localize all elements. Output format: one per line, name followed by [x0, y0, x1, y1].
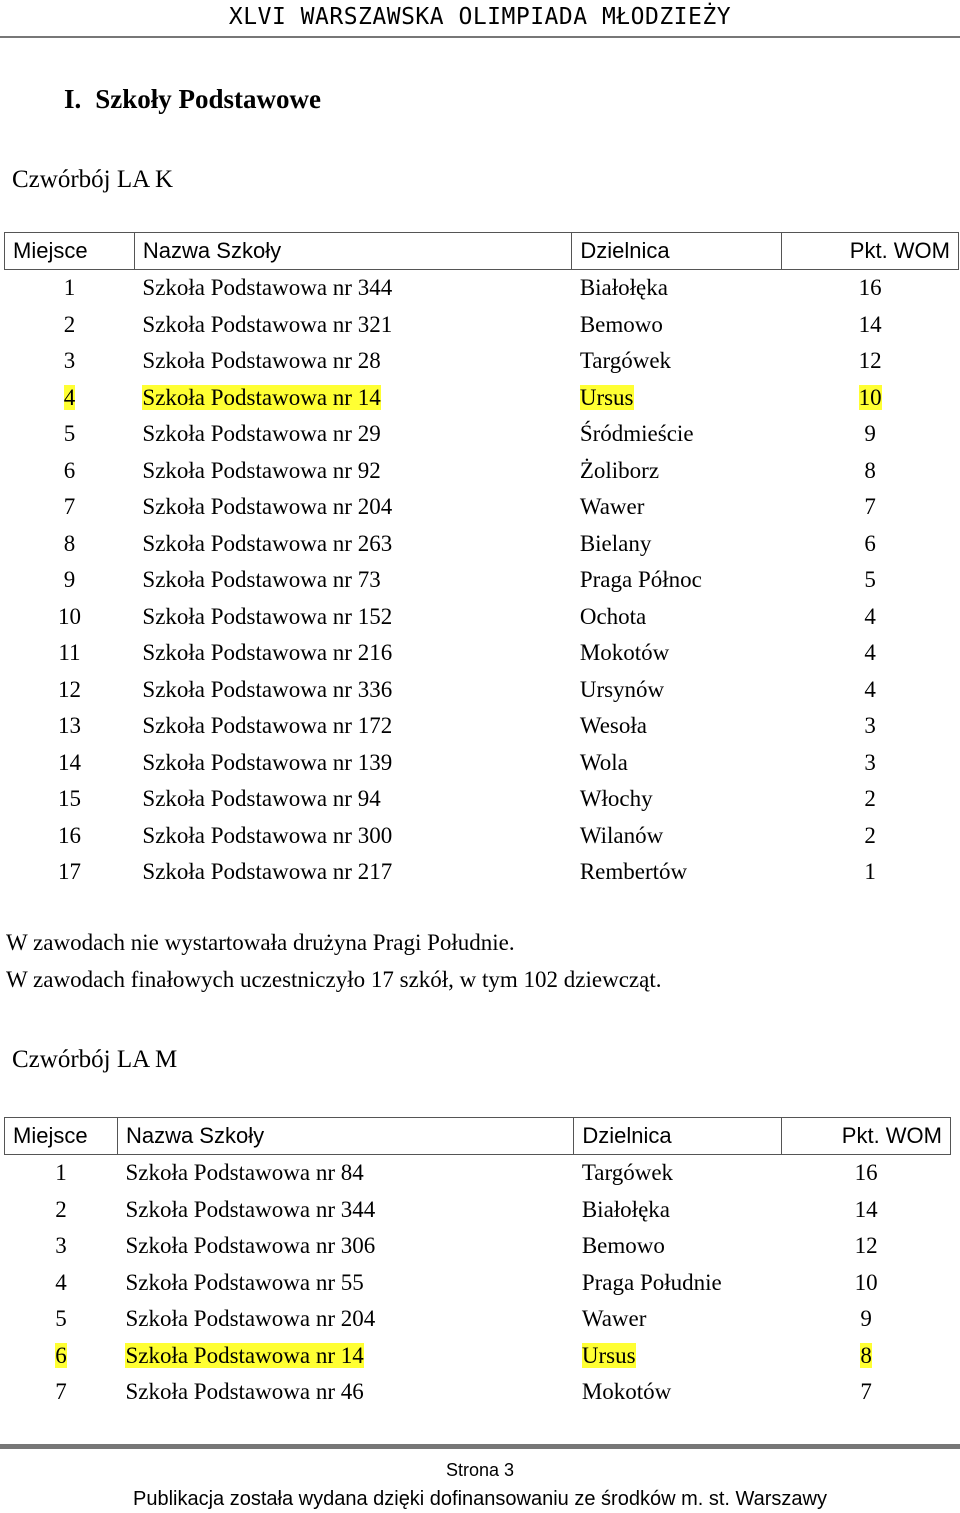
cell-district [574, 1301, 782, 1338]
cell-text: Praga Północ [579, 567, 702, 593]
cell-text: Żoliborz [579, 457, 660, 483]
cell-text: Włochy [579, 786, 653, 812]
table-row [5, 745, 959, 782]
cell-school [117, 1192, 573, 1229]
cell-points [782, 635, 959, 672]
results-table-m [4, 1117, 951, 1411]
cell-text: 1 [55, 1160, 67, 1186]
cell-district [574, 1338, 782, 1375]
cell-text: 5 [864, 567, 876, 593]
cell-points [782, 1374, 951, 1411]
cell-text: 13 [57, 713, 81, 739]
cell-school [134, 453, 571, 490]
cell-points [782, 672, 959, 709]
cell-place [5, 1192, 118, 1229]
cell-district [572, 270, 782, 307]
cell-text: 5 [63, 421, 76, 447]
cell-text: 16 [858, 275, 882, 301]
cell-school [134, 526, 571, 563]
cell-text: 6 [55, 1342, 67, 1368]
cell-text: Mokotów [579, 640, 670, 666]
cell-text: Szkoła Podstawowa nr 344 [125, 1196, 376, 1222]
cell-school [134, 708, 571, 745]
cell-text: Białołęka [581, 1196, 670, 1222]
cell-text: 3 [55, 1233, 67, 1259]
table-row [5, 1301, 951, 1338]
cell-district [572, 343, 782, 380]
cell-place [5, 1265, 118, 1302]
cell-text: 14 [858, 311, 882, 337]
cell-text: Mokotów [581, 1379, 672, 1405]
cell-points [782, 453, 959, 490]
cell-text: Szkoła Podstawowa nr 28 [142, 348, 381, 374]
cell-text: 4 [864, 640, 876, 666]
table-row [5, 489, 959, 526]
cell-district [572, 489, 782, 526]
header-rule [0, 36, 960, 38]
column-header-place: Miejsce [5, 233, 135, 270]
cell-points [782, 1155, 951, 1192]
cell-school [134, 343, 571, 380]
cell-text: 9 [860, 1306, 872, 1332]
cell-text: 3 [864, 749, 876, 775]
cell-text: Szkoła Podstawowa nr 204 [125, 1306, 376, 1332]
cell-text: Szkoła Podstawowa nr 300 [142, 822, 393, 848]
table-row [5, 635, 959, 672]
column-header-points: Pkt. WOM [782, 1118, 951, 1155]
cell-school [117, 1301, 573, 1338]
cell-text: 1 [864, 859, 876, 885]
table-row [5, 1155, 951, 1192]
cell-points [782, 489, 959, 526]
cell-district [572, 854, 782, 891]
cell-school [134, 380, 571, 417]
cell-points [782, 343, 959, 380]
cell-school [134, 818, 571, 855]
cell-text: Szkoła Podstawowa nr 336 [142, 676, 393, 702]
cell-district [574, 1155, 782, 1192]
table-row [5, 453, 959, 490]
cell-text: 3 [864, 713, 876, 739]
table-row [5, 380, 959, 417]
cell-place [5, 562, 135, 599]
table-row [5, 1374, 951, 1411]
cell-text: Szkoła Podstawowa nr 321 [142, 311, 393, 337]
cell-place [5, 453, 135, 490]
table-row [5, 307, 959, 344]
cell-place [5, 1228, 118, 1265]
cell-text: 6 [63, 457, 76, 483]
cell-place [5, 380, 135, 417]
cell-text: Szkoła Podstawowa nr 73 [142, 567, 381, 593]
table-row [5, 854, 959, 891]
cell-school [134, 854, 571, 891]
cell-text: 14 [57, 749, 81, 775]
table-row [5, 1338, 951, 1375]
cell-school [117, 1155, 573, 1192]
cell-text: Szkoła Podstawowa nr 152 [142, 603, 393, 629]
cell-text: Białołęka [579, 275, 668, 301]
cell-school [134, 416, 571, 453]
table-row [5, 781, 959, 818]
note-line: W zawodach finałowych uczestniczyło 17 szkół, w tym 102 dziewcząt. [6, 967, 662, 992]
cell-text: 7 [864, 494, 876, 520]
document-header: XLVI WARSZAWSKA OLIMPIADA MŁODZIEŻY [228, 4, 732, 30]
table-row [5, 818, 959, 855]
cell-school [134, 781, 571, 818]
cell-text: Szkoła Podstawowa nr 344 [142, 275, 393, 301]
cell-text: Szkoła Podstawowa nr 263 [142, 530, 393, 556]
cell-text: Targówek [579, 348, 672, 374]
cell-points [782, 745, 959, 782]
cell-place [5, 416, 135, 453]
cell-school [134, 745, 571, 782]
cell-text: 5 [55, 1306, 67, 1332]
cell-text: 15 [57, 786, 81, 812]
cell-text: Szkoła Podstawowa nr 139 [142, 749, 393, 775]
cell-place [5, 270, 135, 307]
cell-text: Ursynów [579, 676, 665, 702]
table-row [5, 416, 959, 453]
cell-text: 8 [864, 457, 876, 483]
note-line: W zawodach nie wystartowała drużyna Pragi Południe. [6, 930, 515, 955]
cell-district [574, 1374, 782, 1411]
table-row [5, 562, 959, 599]
cell-points [782, 1265, 951, 1302]
cell-points [782, 599, 959, 636]
cell-text: Szkoła Podstawowa nr 204 [142, 494, 393, 520]
cell-place [5, 745, 135, 782]
cell-text: Szkoła Podstawowa nr 94 [142, 786, 381, 812]
cell-district [574, 1265, 782, 1302]
cell-school [117, 1228, 573, 1265]
cell-points [782, 1192, 951, 1229]
cell-points [782, 1301, 951, 1338]
table-row [5, 599, 959, 636]
cell-place [5, 781, 135, 818]
cell-place [5, 526, 135, 563]
cell-text: 8 [860, 1342, 872, 1368]
cell-text: 16 [854, 1160, 878, 1186]
cell-points [782, 526, 959, 563]
cell-place [5, 672, 135, 709]
results-table-k [4, 232, 959, 891]
cell-place [5, 1338, 118, 1375]
cell-district [574, 1192, 782, 1229]
cell-text: Bemowo [579, 311, 663, 337]
cell-text: 2 [63, 311, 76, 337]
cell-place [5, 599, 135, 636]
cell-text: 16 [57, 822, 81, 848]
cell-text: Szkoła Podstawowa nr 46 [125, 1379, 364, 1405]
table-row [5, 343, 959, 380]
cell-district [572, 380, 782, 417]
cell-district [574, 1228, 782, 1265]
cell-text: Ochota [579, 603, 647, 629]
column-header-district: Dzielnica [574, 1118, 782, 1155]
cell-district [572, 599, 782, 636]
cell-text: 1 [63, 275, 76, 301]
column-header-points: Pkt. WOM [782, 233, 959, 270]
cell-text: 8 [63, 530, 76, 556]
cell-place [5, 818, 135, 855]
cell-text: Wesoła [579, 713, 647, 739]
table-row [5, 526, 959, 563]
table-header-row [5, 1118, 951, 1155]
cell-text: 3 [63, 348, 76, 374]
cell-points [782, 708, 959, 745]
cell-district [572, 745, 782, 782]
cell-text: Szkoła Podstawowa nr 29 [142, 421, 381, 447]
cell-points [782, 270, 959, 307]
cell-points [782, 818, 959, 855]
cell-text: 10 [57, 603, 81, 629]
cell-text: 4 [864, 603, 876, 629]
cell-text: 6 [864, 530, 876, 556]
cell-text: Szkoła Podstawowa nr 84 [125, 1160, 364, 1186]
cell-school [117, 1338, 573, 1375]
cell-place [5, 1155, 118, 1192]
cell-school [134, 562, 571, 599]
cell-place [5, 1374, 118, 1411]
cell-text: 10 [854, 1269, 878, 1295]
cell-text: Szkoła Podstawowa nr 14 [142, 384, 381, 410]
cell-district [572, 453, 782, 490]
cell-text: Szkoła Podstawowa nr 172 [142, 713, 393, 739]
table-row [5, 708, 959, 745]
cell-text: 9 [864, 421, 876, 447]
cell-school [117, 1374, 573, 1411]
cell-text: Wilanów [579, 822, 664, 848]
cell-district [572, 526, 782, 563]
cell-school [134, 270, 571, 307]
cell-points [782, 1228, 951, 1265]
column-header-school: Nazwa Szkoły [134, 233, 571, 270]
cell-text: 11 [58, 640, 81, 666]
cell-district [572, 672, 782, 709]
cell-text: 7 [55, 1379, 67, 1405]
cell-district [572, 781, 782, 818]
table-m-title: Czwórbój LA M [12, 1046, 178, 1073]
cell-text: Targówek [581, 1160, 674, 1186]
cell-place [5, 307, 135, 344]
cell-points [782, 380, 959, 417]
cell-text: 12 [858, 348, 882, 374]
footer-funding-note: Publikacja została wydana dzięki dofinansowaniu ze środków m. st. Warszawy [132, 1488, 827, 1510]
cell-school [117, 1265, 573, 1302]
cell-text: Ursus [581, 1342, 636, 1368]
cell-place [5, 708, 135, 745]
cell-place [5, 489, 135, 526]
cell-text: Ursus [579, 384, 634, 410]
cell-points [782, 416, 959, 453]
cell-text: 4 [55, 1269, 67, 1295]
cell-points [782, 307, 959, 344]
section-name: Szkoły Podstawowe [95, 84, 322, 114]
section-title [64, 84, 321, 115]
cell-place [5, 343, 135, 380]
cell-district [572, 708, 782, 745]
cell-points [782, 1338, 951, 1375]
table-row [5, 1228, 951, 1265]
cell-text: 7 [63, 494, 76, 520]
cell-text: Szkoła Podstawowa nr 306 [125, 1233, 376, 1259]
cell-text: 9 [63, 567, 76, 593]
cell-district [572, 562, 782, 599]
cell-text: Wola [579, 749, 628, 775]
cell-text: 7 [860, 1379, 872, 1405]
cell-text: 4 [864, 676, 876, 702]
cell-text: Szkoła Podstawowa nr 216 [142, 640, 393, 666]
table-row [5, 672, 959, 709]
cell-school [134, 672, 571, 709]
cell-text: 2 [864, 786, 876, 812]
footer-rule [0, 1444, 960, 1449]
cell-text: Rembertów [579, 859, 688, 885]
table-k-title: Czwórbój LA K [12, 166, 174, 193]
cell-text: Bemowo [581, 1233, 665, 1259]
table-row [5, 1265, 951, 1302]
page-number: Strona 3 [445, 1460, 515, 1480]
cell-text: Bielany [579, 530, 652, 556]
cell-text: Praga Południe [581, 1269, 722, 1295]
cell-text: Wawer [579, 494, 645, 520]
cell-text: 4 [63, 384, 76, 410]
cell-district [572, 307, 782, 344]
cell-text: 10 [858, 384, 882, 410]
column-header-district: Dzielnica [572, 233, 782, 270]
cell-text: Szkoła Podstawowa nr 92 [142, 457, 381, 483]
table-row [5, 1192, 951, 1229]
cell-text: 17 [57, 859, 81, 885]
cell-text: 2 [55, 1196, 67, 1222]
cell-place [5, 635, 135, 672]
column-header-place: Miejsce [5, 1118, 118, 1155]
cell-points [782, 854, 959, 891]
section-number: I. [64, 84, 82, 114]
table-header-row [5, 233, 959, 270]
cell-text: Wawer [581, 1306, 647, 1332]
cell-school [134, 307, 571, 344]
cell-school [134, 635, 571, 672]
cell-points [782, 781, 959, 818]
cell-district [572, 818, 782, 855]
cell-text: 14 [854, 1196, 878, 1222]
cell-place [5, 1301, 118, 1338]
cell-text: 12 [57, 676, 81, 702]
cell-district [572, 416, 782, 453]
cell-text: Szkoła Podstawowa nr 55 [125, 1269, 364, 1295]
cell-text: Szkoła Podstawowa nr 14 [125, 1342, 364, 1368]
cell-text: Śródmieście [579, 421, 694, 447]
cell-place [5, 854, 135, 891]
table-row [5, 270, 959, 307]
cell-text: 12 [854, 1233, 878, 1259]
cell-text: 2 [864, 822, 876, 848]
cell-points [782, 562, 959, 599]
cell-school [134, 489, 571, 526]
cell-school [134, 599, 571, 636]
cell-district [572, 635, 782, 672]
cell-text: Szkoła Podstawowa nr 217 [142, 859, 393, 885]
column-header-school: Nazwa Szkoły [117, 1118, 573, 1155]
